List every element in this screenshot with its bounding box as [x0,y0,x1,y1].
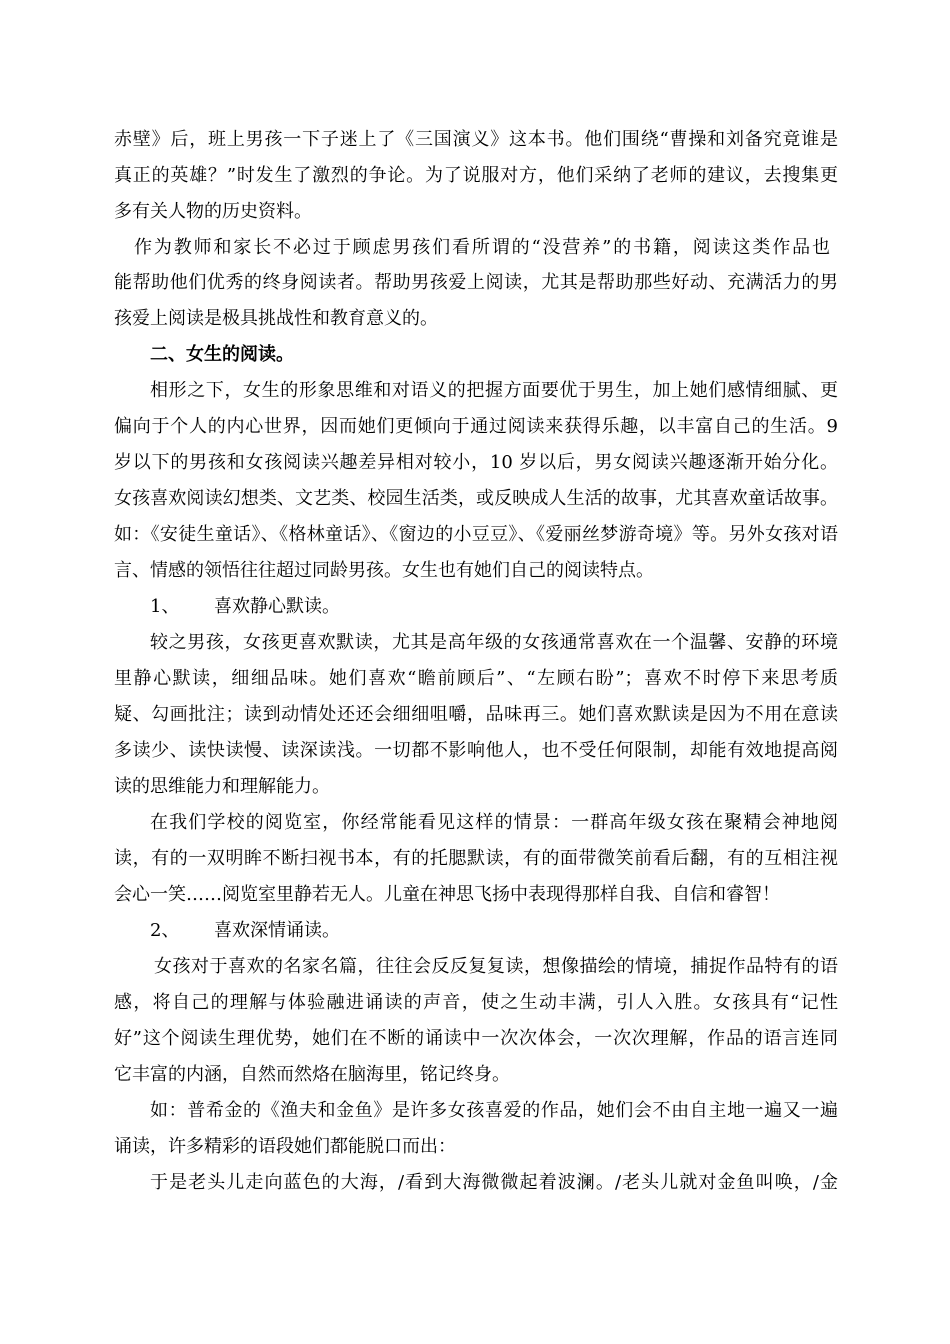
paragraph-2-line-2: 能帮助他们优秀的终身阅读者。帮助男孩爱上阅读，尤其是帮助那些好动、充满活力的男 [114,272,838,293]
paragraph-5-line-3: 会心一笑……阅览室里静若无人。儿童在神思飞扬中表现得那样自我、自信和睿智！ [114,884,780,905]
paragraph-4-line-5: 读的思维能力和理解能力。 [114,776,330,797]
list-item-2-number: 2、 [150,920,180,941]
paragraph-6-line-4: 它丰富的内涵，自然而然烙在脑海里，铭记终身。 [114,1064,510,1085]
paragraph-1-line-3: 多有关人物的历史资料。 [114,201,312,222]
paragraph-3-line-1: 相形之下，女生的形象思维和对语义的把握方面要优于男生，加上她们感情细腻、更 [150,380,838,401]
paragraph-3-line-2: 偏向于个人的内心世界，因而她们更倾向于通过阅读来获得乐趣，以丰富自己的生活。9 [114,416,838,437]
paragraph-3-line-4: 女孩喜欢阅读幻想类、文艺类、校园生活类，或反映成人生活的故事，尤其喜欢童话故事。 [114,488,838,509]
paragraph-7-line-2: 诵读，许多精彩的语段她们都能脱口而出： [114,1136,456,1157]
paragraph-5-line-1: 在我们学校的阅览室，你经常能看见这样的情景：一群高年级女孩在聚精会神地阅 [150,812,838,833]
section-heading: 二、女生的阅读。 [150,344,294,365]
paragraph-4-line-3: 疑、勾画批注；读到动情处还还会细细咀嚼，品味再三。她们喜欢默读是因为不用在意读 [114,704,838,725]
paragraph-4-line-1: 较之男孩，女孩更喜欢默读，尤其是高年级的女孩通常喜欢在一个温馨、安静的环境 [150,632,838,653]
paragraph-1-line-1: 赤壁》后，班上男孩一下子迷上了《三国演义》这本书。他们围绕“曹操和刘备究竟谁是 [114,129,838,150]
paragraph-6-line-2: 感，将自己的理解与体验融进诵读的声音，使之生动丰满，引人入胜。女孩具有“记性 [114,992,838,1013]
paragraph-3-line-3: 岁以下的男孩和女孩阅读兴趣差异相对较小，10 岁以后，男女阅读兴趣逐渐开始分化。 [114,452,838,473]
paragraph-6-line-3: 好”这个阅读生理优势，她们在不断的诵读中一次次体会，一次次理解，作品的语言连同 [114,1028,838,1049]
paragraph-4-line-4: 多读少、读快读慢、读深读浅。一切都不影响他人，也不受任何限制，却能有效地提高阅 [114,740,838,761]
paragraph-5-line-2: 读，有的一双明眸不断扫视书本，有的托腮默读，有的面带微笑前看后翻，有的互相注视 [114,848,838,869]
list-item-2-label: 喜欢深情诵读。 [214,920,340,941]
paragraph-2-line-1: 作为教师和家长不必过于顾虑男孩们看所谓的“没营养”的书籍，阅读这类作品也 [134,237,830,258]
paragraph-3-line-6: 言、情感的领悟往往超过同龄男孩。女生也有她们自己的阅读特点。 [114,560,654,581]
paragraph-2-line-3: 孩爱上阅读是极具挑战性和教育意义的。 [114,308,438,329]
list-item-1-number: 1、 [150,596,180,617]
paragraph-6-line-1: 女孩对于喜欢的名家名篇，往往会反反复复读，想像描绘的情境，捕捉作品特有的语 [154,956,838,977]
paragraph-3-line-5: 如：《安徒生童话》、《格林童话》、《窗边的小豆豆》、《爱丽丝梦游奇境》等。另外女孩对语 [114,524,838,545]
paragraph-7-line-1: 如：普希金的《渔夫和金鱼》是许多女孩喜爱的作品，她们会不由自主地一遍又一遍 [150,1100,838,1121]
paragraph-8-line-1: 于是老头儿走向蓝色的大海，/看到大海微微起着波澜。/老头儿就对金鱼叫唤，/金 [150,1172,838,1193]
paragraph-4-line-2: 里静心默读，细细品味。她们喜欢“瞻前顾后”、“左顾右盼”；喜欢不时停下来思考质 [114,668,838,689]
list-item-1-label: 喜欢静心默读。 [214,596,340,617]
paragraph-1-line-2: 真正的英雄？”时发生了激烈的争论。为了说服对方，他们采纳了老师的建议，去搜集更 [114,165,838,186]
